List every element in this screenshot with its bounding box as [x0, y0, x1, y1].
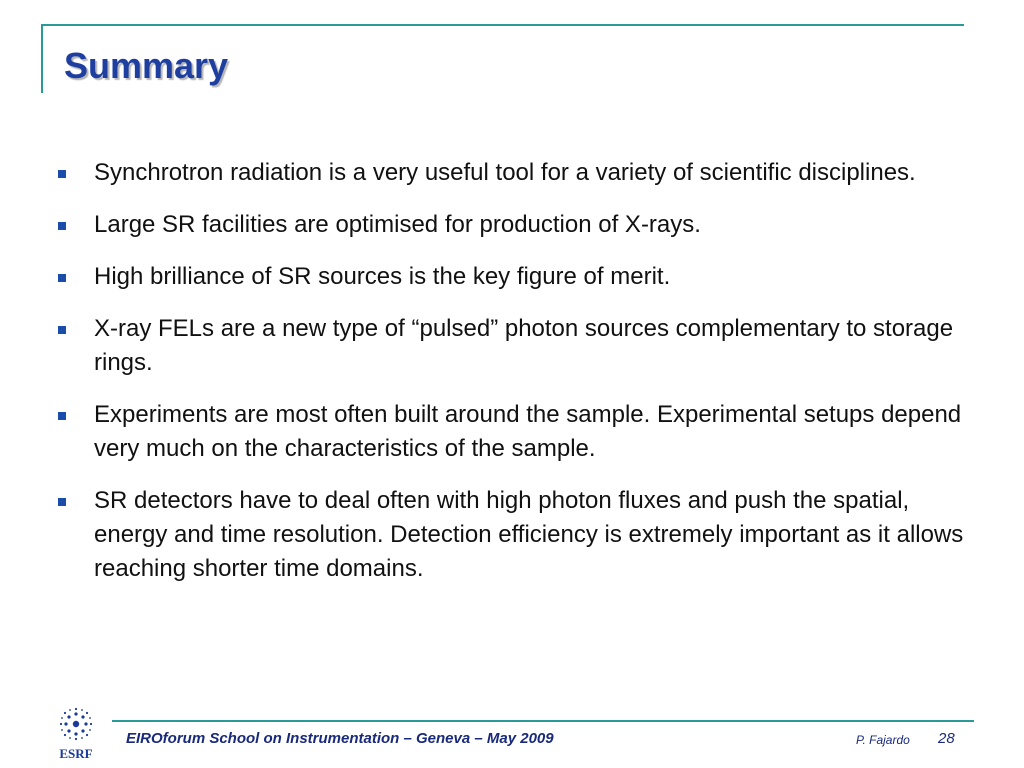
footer-author: P. Fajardo	[856, 733, 910, 747]
esrf-logo-text: ESRF	[59, 746, 93, 761]
square-bullet-icon	[58, 326, 66, 334]
frame-vertical-line	[41, 24, 43, 93]
bullet-item	[56, 208, 976, 242]
square-bullet-icon	[58, 222, 66, 230]
square-bullet-icon	[58, 412, 66, 420]
bullet-text: Experiments are most often built around the sample. Experimental setups depend very much on the characteristics of the sample.	[94, 401, 962, 462]
footer-divider	[112, 720, 974, 722]
bullet-item	[56, 312, 976, 380]
square-bullet-icon	[58, 274, 66, 282]
bullet-item	[56, 156, 976, 190]
bullet-item	[56, 484, 976, 586]
bullet-text: Large SR facilities are optimised for production of X-rays.	[94, 211, 701, 238]
bullet-text: X-ray FELs are a new type of “pulsed” photon sources complementary to storage rings.	[94, 315, 954, 376]
bullet-text: High brilliance of SR sources is the key figure of merit.	[94, 263, 671, 290]
bullet-list	[56, 156, 976, 604]
footer-event-text: EIROforum School on Instrumentation – Geneva – May 2009	[126, 730, 554, 747]
square-bullet-icon	[58, 170, 66, 178]
bullet-text: Synchrotron radiation is a very useful tool for a variety of scientific disciplines.	[94, 159, 916, 186]
bullet-item	[56, 260, 976, 294]
frame-horizontal-line	[41, 24, 964, 26]
bullet-item	[56, 398, 976, 466]
bullet-text: SR detectors have to deal often with high photon fluxes and push the spatial, energy and time resolution. Detection efficiency is extremely important as it allows reaching shorter time domains.	[94, 487, 964, 582]
square-bullet-icon	[58, 498, 66, 506]
esrf-logo	[51, 706, 101, 762]
page-number: 28	[938, 730, 955, 747]
slide-title: Summary	[64, 45, 229, 86]
